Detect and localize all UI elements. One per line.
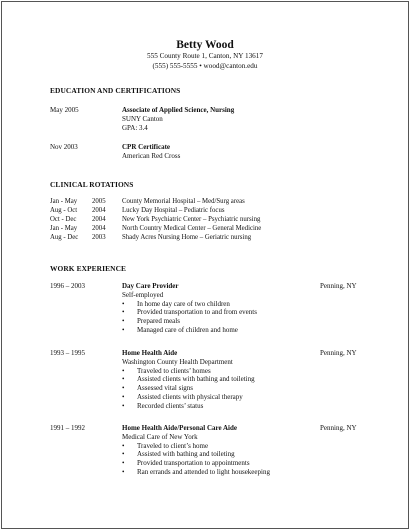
entry-date: 1996 – 2003 [50, 282, 85, 290]
list-item: • In home day care of two children [122, 300, 342, 309]
job-title: Home Health Aide/Personal Care Aide [122, 424, 237, 432]
entry-body [122, 349, 342, 411]
rotation-months: Aug - Dec [50, 234, 79, 241]
entry-date: 1993 – 1995 [50, 349, 85, 357]
resume-page [1, 1, 409, 529]
employer: Medical Care of New York [122, 432, 198, 441]
duties-list [122, 442, 342, 477]
list-item: • Provided transportation to appointments [122, 459, 342, 468]
applicant-name: Betty Wood [176, 39, 234, 51]
list-item: • Assessed vital signs [122, 384, 342, 393]
rotation-year: 2003 [92, 234, 106, 241]
rotation-year: 2004 [92, 225, 106, 232]
list-item: • Assisted clients with physical therapy [122, 393, 342, 402]
gpa: GPA: 3.4 [122, 123, 148, 132]
entry-body [122, 106, 342, 132]
rotation-desc: County Memorial Hospital – Med/Surg areas [122, 198, 245, 205]
rotation-months: Oct - Dec [50, 216, 77, 223]
entry-body [122, 424, 342, 477]
rotation-desc: Lucky Day Hospital – Pediatric focus [122, 207, 225, 214]
duties-list [122, 367, 342, 411]
address-line: 555 County Route 1, Canton, NY 13617 [147, 52, 263, 60]
certificate-title: CPR Certificate [122, 143, 171, 151]
duties-list [122, 300, 342, 335]
rotation-year: 2004 [92, 207, 106, 214]
entry-date: Nov 2003 [50, 143, 78, 151]
list-item: • Traveled to clients’ homes [122, 367, 342, 376]
rotation-desc: North Country Medical Center – General Medicine [122, 225, 262, 232]
rotation-year: 2004 [92, 216, 106, 223]
rotation-desc: Shady Acres Nursing Home – Geriatric nursing [122, 234, 252, 241]
list-item: • Prepared meals [122, 317, 342, 326]
entry-date: 1991 – 1992 [50, 424, 85, 432]
rotation-months: Jan - May [50, 198, 78, 205]
school-name: SUNY Canton [122, 114, 163, 123]
list-item: • Assisted with bathing and toileting [122, 450, 342, 459]
degree-title: Associate of Applied Science, Nursing [122, 106, 235, 114]
job-location: Penning, NY [320, 424, 357, 432]
list-item: • Traveled to client’s home [122, 442, 342, 451]
work-heading: WORK EXPERIENCE [50, 264, 127, 273]
entry-body [122, 143, 342, 161]
rotation-desc: New York Psychiatric Center – Psychiatric nursing [122, 216, 261, 223]
entry-body [122, 282, 342, 335]
job-title: Home Health Aide [122, 349, 178, 357]
list-item: • Managed care of children and home [122, 326, 342, 335]
list-item: • Provided transportation to and from events [122, 308, 342, 317]
employer: Self-employed [122, 290, 164, 299]
resume-header [2, 39, 408, 71]
list-item: • Ran errands and attended to light housekeeping [122, 468, 342, 477]
contact-line: (555) 555-5555 • wood@canton.edu [152, 61, 258, 70]
list-item: • Recorded clients’ status [122, 402, 342, 411]
list-item: • Assisted clients with bathing and toileting [122, 375, 342, 384]
certificate-issuer: American Red Cross [122, 151, 181, 160]
job-title: Day Care Provider [122, 282, 179, 290]
entry-date: May 2005 [50, 106, 79, 114]
rotation-months: Aug - Oct [50, 207, 78, 214]
rotations-heading: CLINICAL ROTATIONS [50, 180, 134, 189]
employer: Washington County Health Department [122, 357, 233, 366]
job-location: Penning, NY [320, 282, 357, 290]
job-location: Penning, NY [320, 349, 357, 357]
rotation-year: 2005 [92, 198, 106, 205]
rotation-months: Jan - May [50, 225, 78, 232]
education-heading: EDUCATION AND CERTIFICATIONS [50, 86, 181, 95]
